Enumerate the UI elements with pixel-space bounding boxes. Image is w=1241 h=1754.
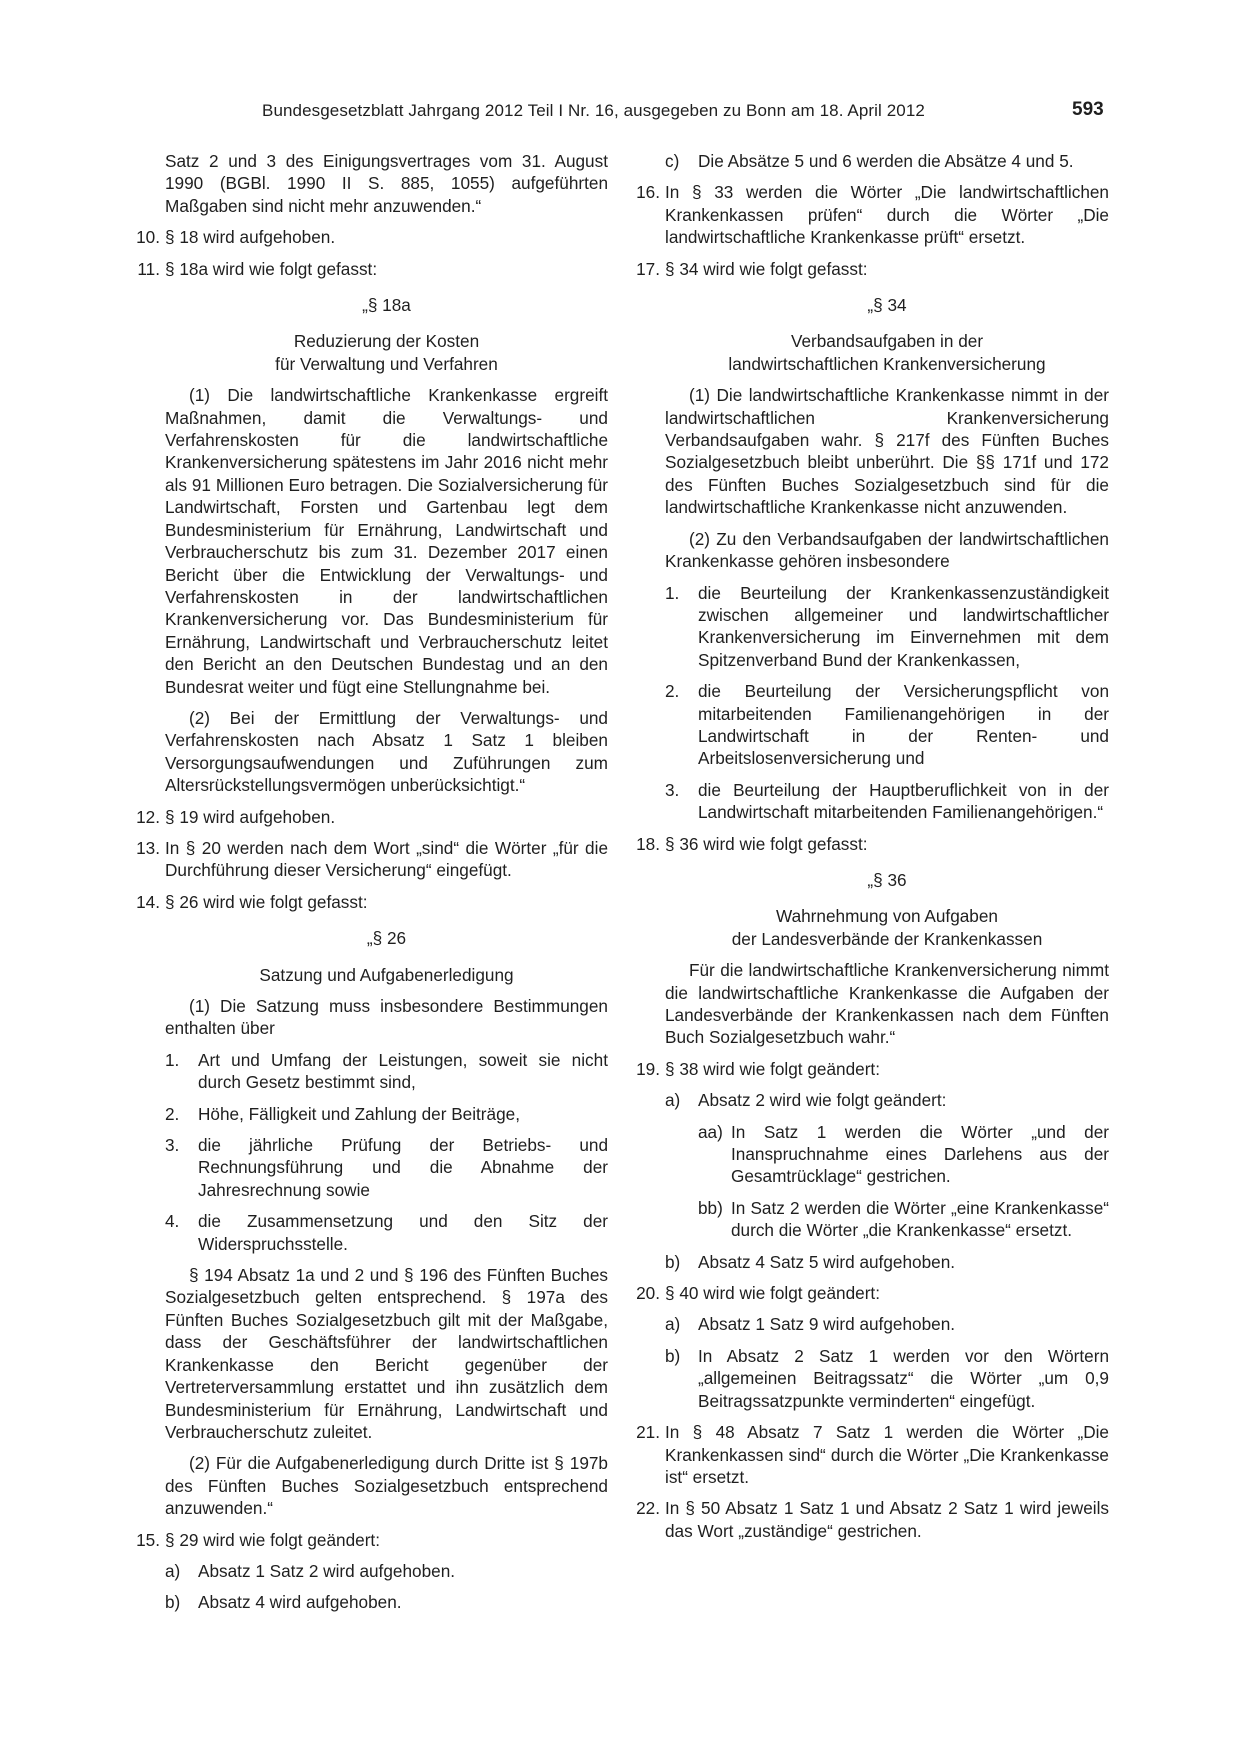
item-text: Höhe, Fälligkeit und Zahlung der Beiträge, (198, 1103, 520, 1124)
sub-item-text: Absatz 2 wird wie folgt geändert: (698, 1090, 947, 1111)
section-heading: Satzung und Aufgabenerledigung (259, 964, 514, 985)
list-item-15 (132, 1529, 608, 1551)
sub-item-19a (632, 1089, 1109, 1111)
item-text: § 38 wird wie folgt geändert: (665, 1058, 880, 1079)
right-column (632, 150, 1109, 1542)
sub-item-label: a) (665, 1314, 681, 1335)
sub-item-label: c) (665, 151, 680, 171)
page-number: 593 (1072, 99, 1104, 120)
section-title-18a: „§ 18a (362, 295, 411, 316)
item-text: § 29 wird wie folgt geändert: (165, 1529, 380, 1550)
item-number: 20. (636, 1283, 660, 1304)
item-number: 15. (136, 1529, 160, 1550)
paragraph-26-supplement: § 194 Absatz 1a und 2 und § 196 des Fünften Buches Sozialgesetzbuch gelten entsprechend. § 197a des Fünften Buches Sozialgesetzbuch gilt mit der Maßgabe, dass der Geschäftsführer der landwirtschaftlichen Krankenkasse den Bericht gegenüber der Vertreterversammlung erstattet und ihn zusätzlich dem Bundesministerium für Ernährung, Landwirtschaft und Verbraucherschutz zuleitet. (165, 1265, 608, 1442)
item-number: 17. (636, 258, 660, 279)
sub-item-20b (632, 1345, 1109, 1412)
sub-item-label: b) (165, 1592, 181, 1613)
item-number: 11. (137, 258, 160, 279)
section-heading-line-1: Wahrnehmung von Aufgaben (775, 906, 998, 927)
sub-item-19b (632, 1251, 1109, 1273)
list-item-16 (632, 181, 1109, 248)
paragraph-34-1: (1) Die landwirtschaftliche Krankenkasse nimmt in der landwirtschaftlichen Krankenversicherung Verbandsaufgaben wahr. § 217f des Fünften Buches Sozialgesetzbuch bleibt unberührt. Die §§ 171f und 172 des Fünften Buches Sozialgesetzbuch sind für die landwirtschaftliche Krankenkasse nicht anzuwenden. (665, 385, 1109, 518)
list-item (132, 1049, 608, 1094)
item-text: § 26 wird wie folgt gefasst: (165, 891, 368, 912)
paragraph-18a-2: (2) Bei der Ermittlung der Verwaltungs- und Verfahrenskosten nach Absatz 1 Satz 1 bleiben Versorgungsaufwendungen und Zuführungen zum Altersrückstellungsvermögen unberücksichtigt.“ (165, 707, 608, 796)
item-text: In § 48 Absatz 7 Satz 1 werden die Wörter „Die Krankenkassen sind“ durch die Wörter „Die Krankenkasse ist“ ersetzt. (665, 1422, 1109, 1487)
item-text: § 18a wird wie folgt gefasst: (165, 258, 378, 279)
item-text: § 19 wird aufgehoben. (165, 806, 336, 827)
item-text: § 40 wird wie folgt geändert: (665, 1283, 880, 1304)
paragraph-18a-1: (1) Die landwirtschaftliche Krankenkasse ergreift Maßnahmen, damit die Verwaltungs- und Verfahrenskosten für die landwirtschaftliche Krankenversicherung spätestens im Jahr 2016 nicht mehr als 91 Millionen Euro betragen. Die Sozialversicherung für Landwirtschaft, Forsten und Gartenbau legt dem Bundesministerium für Ernährung, Landwirtschaft und Verbraucherschutz bis zum 31. Dezember 2017 einen Bericht über die Entwicklung der Verwaltungs- und Verfahrenskosten in der landwirtschaftlichen Krankenversicherung vor. Das Bundesministerium für Ernährung, Landwirtschaft und Verbraucherschutz leitet den Bericht an den Deutschen Bundestag und an den Bundesrat weiter und fügt eine Stellungnahme bei. (165, 385, 608, 697)
sub-item-text: Absatz 4 Satz 5 wird aufgehoben. (698, 1251, 956, 1272)
section-heading-line-2: der Landesverbände der Krankenkassen (731, 928, 1043, 949)
item-number: 16. (636, 182, 660, 203)
sub-item-20a (632, 1313, 1109, 1335)
left-column (132, 150, 608, 1614)
section-heading-line-1: Reduzierung der Kosten (293, 331, 480, 352)
item-number: 1. (165, 1049, 180, 1070)
item-number: 3. (165, 1135, 180, 1156)
item-number: 19. (636, 1058, 660, 1079)
item-text: Art und Umfang der Leistungen, soweit sie nicht durch Gesetz bestimmt sind, (198, 1049, 608, 1093)
section-heading-line-1: Verbandsaufgaben in der (790, 331, 984, 352)
sub-item-15b (132, 1591, 608, 1613)
item-text: § 18 wird aufgehoben. (165, 227, 336, 248)
list-item-18 (632, 833, 1109, 855)
list-item (632, 680, 1109, 770)
list-item-20 (632, 1282, 1109, 1304)
item-number: 18. (636, 833, 660, 854)
list-item-22 (632, 1497, 1109, 1542)
sub-item-label: bb) (698, 1197, 723, 1218)
item-number: 2. (665, 681, 680, 702)
item-number: 3. (665, 779, 680, 800)
item-text: In § 50 Absatz 1 Satz 1 und Absatz 2 Satz 1 wird jeweils das Wort „zuständige“ gestrichen. (665, 1498, 1109, 1541)
sub-item-text: Die Absätze 5 und 6 werden die Absätze 4 und 5. (698, 151, 1074, 171)
list-item (132, 1103, 608, 1125)
section-title-36: „§ 36 (867, 869, 907, 890)
item-number: 13. (136, 837, 160, 858)
paragraph-26-2: (2) Für die Aufgabenerledigung durch Dritte ist § 197b des Fünften Buches Sozialgesetzbuch entsprechend anzuwenden.“ (165, 1453, 608, 1519)
sub-item-text: In Satz 2 werden die Wörter „eine Krankenkasse“ durch die Wörter „die Krankenkasse“ ersetzt. (731, 1197, 1109, 1241)
list-item-19 (632, 1058, 1109, 1080)
list-item (132, 1134, 608, 1201)
item-text: In § 20 werden nach dem Wort „sind“ die Wörter „für die Durchführung dieser Versicherung“ eingefügt. (165, 837, 608, 881)
paragraph-36: Für die landwirtschaftliche Krankenversicherung nimmt die landwirtschaftliche Krankenkasse die Aufgaben der Landesverbände der Krankenkassen nach dem Fünften Buch Sozialgesetzbuch wahr.“ (665, 960, 1109, 1048)
section-title-34: „§ 34 (867, 295, 907, 316)
sub-item-text: Absatz 4 wird aufgehoben. (198, 1592, 402, 1613)
list-item-10 (132, 226, 608, 248)
item-text: § 36 wird wie folgt gefasst: (665, 833, 868, 854)
list-item-17 (632, 258, 1109, 280)
list-item (132, 1210, 608, 1255)
item-text: die Beurteilung der Versicherungspflicht von mitarbeitenden Familienangehörigen in der Landwirtschaft in der Renten- und Arbeitslosenversicherung und (698, 681, 1109, 769)
item-number: 21. (636, 1422, 660, 1443)
sub-sub-item-19bb (632, 1197, 1109, 1242)
sub-sub-item-19aa (632, 1121, 1109, 1188)
list-item-11 (132, 258, 608, 280)
item-number: 22. (636, 1498, 660, 1519)
item-text: die jährliche Prüfung der Betriebs- und Rechnungsführung und die Abnahme der Jahresrechnung sowie (198, 1135, 608, 1200)
section-heading-line-2: für Verwaltung und Verfahren (275, 353, 498, 374)
sub-item-text: In Satz 1 werden die Wörter „und der Inanspruchnahme eines Darlehens aus der Gesamtrücklage“ gestrichen. (731, 1121, 1109, 1187)
sub-item-label: aa) (698, 1121, 723, 1142)
item-text: In § 33 werden die Wörter „Die landwirtschaftlichen Krankenkassen prüfen“ durch die Wörter „Die landwirtschaftliche Krankenkasse prüft“ ersetzt. (665, 182, 1109, 248)
list-item-21 (632, 1421, 1109, 1488)
sub-item-label: b) (665, 1251, 681, 1272)
sub-item-text: In Absatz 2 Satz 1 werden vor den Wörtern „allgemeinen Beitragssatz“ die Wörter „um 0,9 Beitragssatzpunkte verminderten“ eingefügt. (698, 1345, 1109, 1411)
item-number: 10. (136, 227, 160, 248)
list-item-14 (132, 891, 608, 913)
section-title-26: „§ 26 (366, 928, 407, 949)
item-text: die Zusammensetzung und den Sitz der Widerspruchsstelle. (198, 1211, 608, 1254)
sub-item-label: a) (665, 1090, 681, 1111)
paragraph-26-1: (1) Die Satzung muss insbesondere Bestimmungen enthalten über (165, 996, 608, 1039)
sub-item-15c (632, 150, 1109, 172)
item-number: 12. (136, 806, 160, 827)
list-item-12 (132, 806, 608, 828)
item-number: 2. (165, 1103, 180, 1124)
item-text: die Beurteilung der Krankenkassenzuständigkeit zwischen allgemeiner und landwirtschaftlicher Krankenversicherung im Einvernehmen mit dem Spitzenverband Bund der Krankenkassen, (698, 582, 1109, 670)
item-number: 4. (165, 1211, 180, 1232)
paragraph-34-2: (2) Zu den Verbandsaufgaben der landwirtschaftlichen Krankenkasse gehören insbesondere (665, 528, 1109, 572)
item-text: die Beurteilung der Hauptberuflichkeit von in der Landwirtschaft mitarbeitenden Familienangehörigen.“ (698, 779, 1109, 823)
item-number: 1. (665, 582, 680, 603)
list-item (632, 582, 1109, 672)
item-number: 14. (136, 891, 160, 912)
section-heading-line-2: landwirtschaftlichen Krankenversicherung (728, 353, 1046, 374)
list-item (632, 779, 1109, 824)
continuation-paragraph: Satz 2 und 3 des Einigungsvertrages vom 31. August 1990 (BGBl. 1990 II S. 885, 1055) aufgeführten Maßgaben sind nicht mehr anzuwenden.“ (165, 151, 608, 216)
item-text: § 34 wird wie folgt gefasst: (665, 258, 868, 279)
running-header: Bundesgesetzblatt Jahrgang 2012 Teil I Nr. 16, ausgegeben zu Bonn am 18. April 2012 (262, 101, 925, 120)
list-item-13 (132, 837, 608, 882)
sub-item-label: a) (165, 1560, 181, 1581)
sub-item-text: Absatz 1 Satz 9 wird aufgehoben. (698, 1314, 956, 1335)
sub-item-label: b) (665, 1345, 681, 1366)
sub-item-15a (132, 1560, 608, 1582)
sub-item-text: Absatz 1 Satz 2 wird aufgehoben. (198, 1560, 456, 1581)
